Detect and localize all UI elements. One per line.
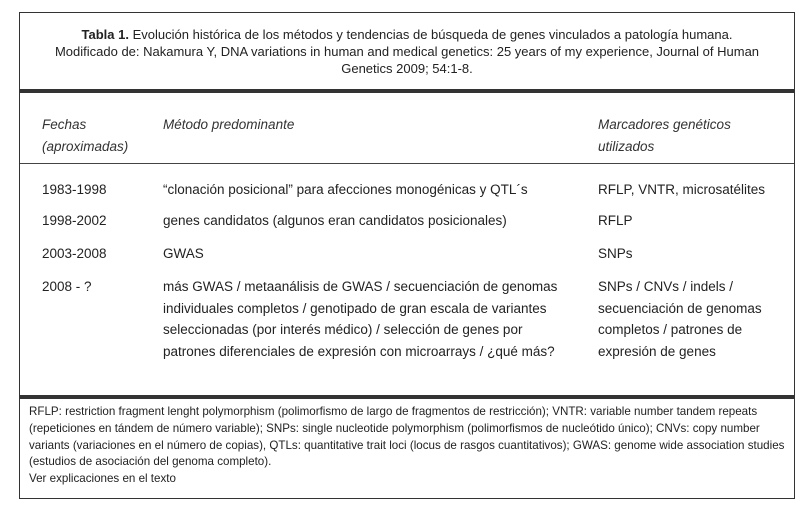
divider xyxy=(20,395,794,399)
table-footnote xyxy=(29,404,789,488)
cell-marcadores: SNPs xyxy=(598,246,633,261)
caption-label: Tabla 1. xyxy=(81,27,129,42)
cell-metodo: GWAS xyxy=(163,246,204,261)
cell-fechas: 1983-1998 xyxy=(42,182,107,197)
cell-marcadores: SNPs / CNVs / indels / secuenciación de genomas completos / patrones de expresión de genes xyxy=(598,279,762,359)
header-metodo: Método predominante xyxy=(163,117,295,132)
cell-metodo: genes candidatos (algunos eran candidatos posicionales) xyxy=(163,213,507,228)
cell-marcadores: RFLP, VNTR, microsatélites xyxy=(598,182,766,197)
cell-fechas: 1998-2002 xyxy=(42,213,107,228)
table-frame xyxy=(19,12,795,499)
header-divider xyxy=(20,163,794,164)
header-fechas: Fechas (aproximadas) xyxy=(42,117,129,154)
cell-fechas: 2008 - ? xyxy=(42,279,92,294)
header-marcadores: Marcadores genéticos utilizados xyxy=(598,117,731,154)
cell-marcadores: RFLP xyxy=(598,213,633,228)
divider xyxy=(20,89,794,93)
table-caption xyxy=(20,26,794,77)
cell-fechas: 2003-2008 xyxy=(42,246,107,261)
caption-text: Evolución histórica de los métodos y tendencias de búsqueda de genes vinculados a patología humana. Modificado de: Nakamura Y, DNA variations in human and medical genetics: 25 years of my experience, Journal of Human Genetics 2009; 54:1-8. xyxy=(54,27,760,76)
cell-metodo: “clonación posicional” para afecciones monogénicas y QTL´s xyxy=(163,182,528,197)
footnote-see-text: Ver explicaciones en el texto xyxy=(29,472,176,486)
cell-metodo: más GWAS / metaanálisis de GWAS / secuenciación de genomas individuales completos / genotipado de gran escala de variantes seleccionadas (por interés médico) / selección de genes por patrones diferenciales de expresión con microarrays / ¿qué más? xyxy=(163,279,558,359)
footnote-abbreviations: RFLP: restriction fragment lenght polymorphism (polimorfismo de largo de fragmentos de restricción); VNTR: variable number tandem repeats (repeticiones en tándem de número variable); SNPs: single nucleotide polymorphism (polimorfismos de nucleótido único); CNVs: copy number variants (variaciones en el número de copias), QTLs: quantitative trait loci (locus de rasgos cuantitativos); GWAS: genome wide association studies (estudios de asociación del genoma completo). xyxy=(29,405,785,469)
